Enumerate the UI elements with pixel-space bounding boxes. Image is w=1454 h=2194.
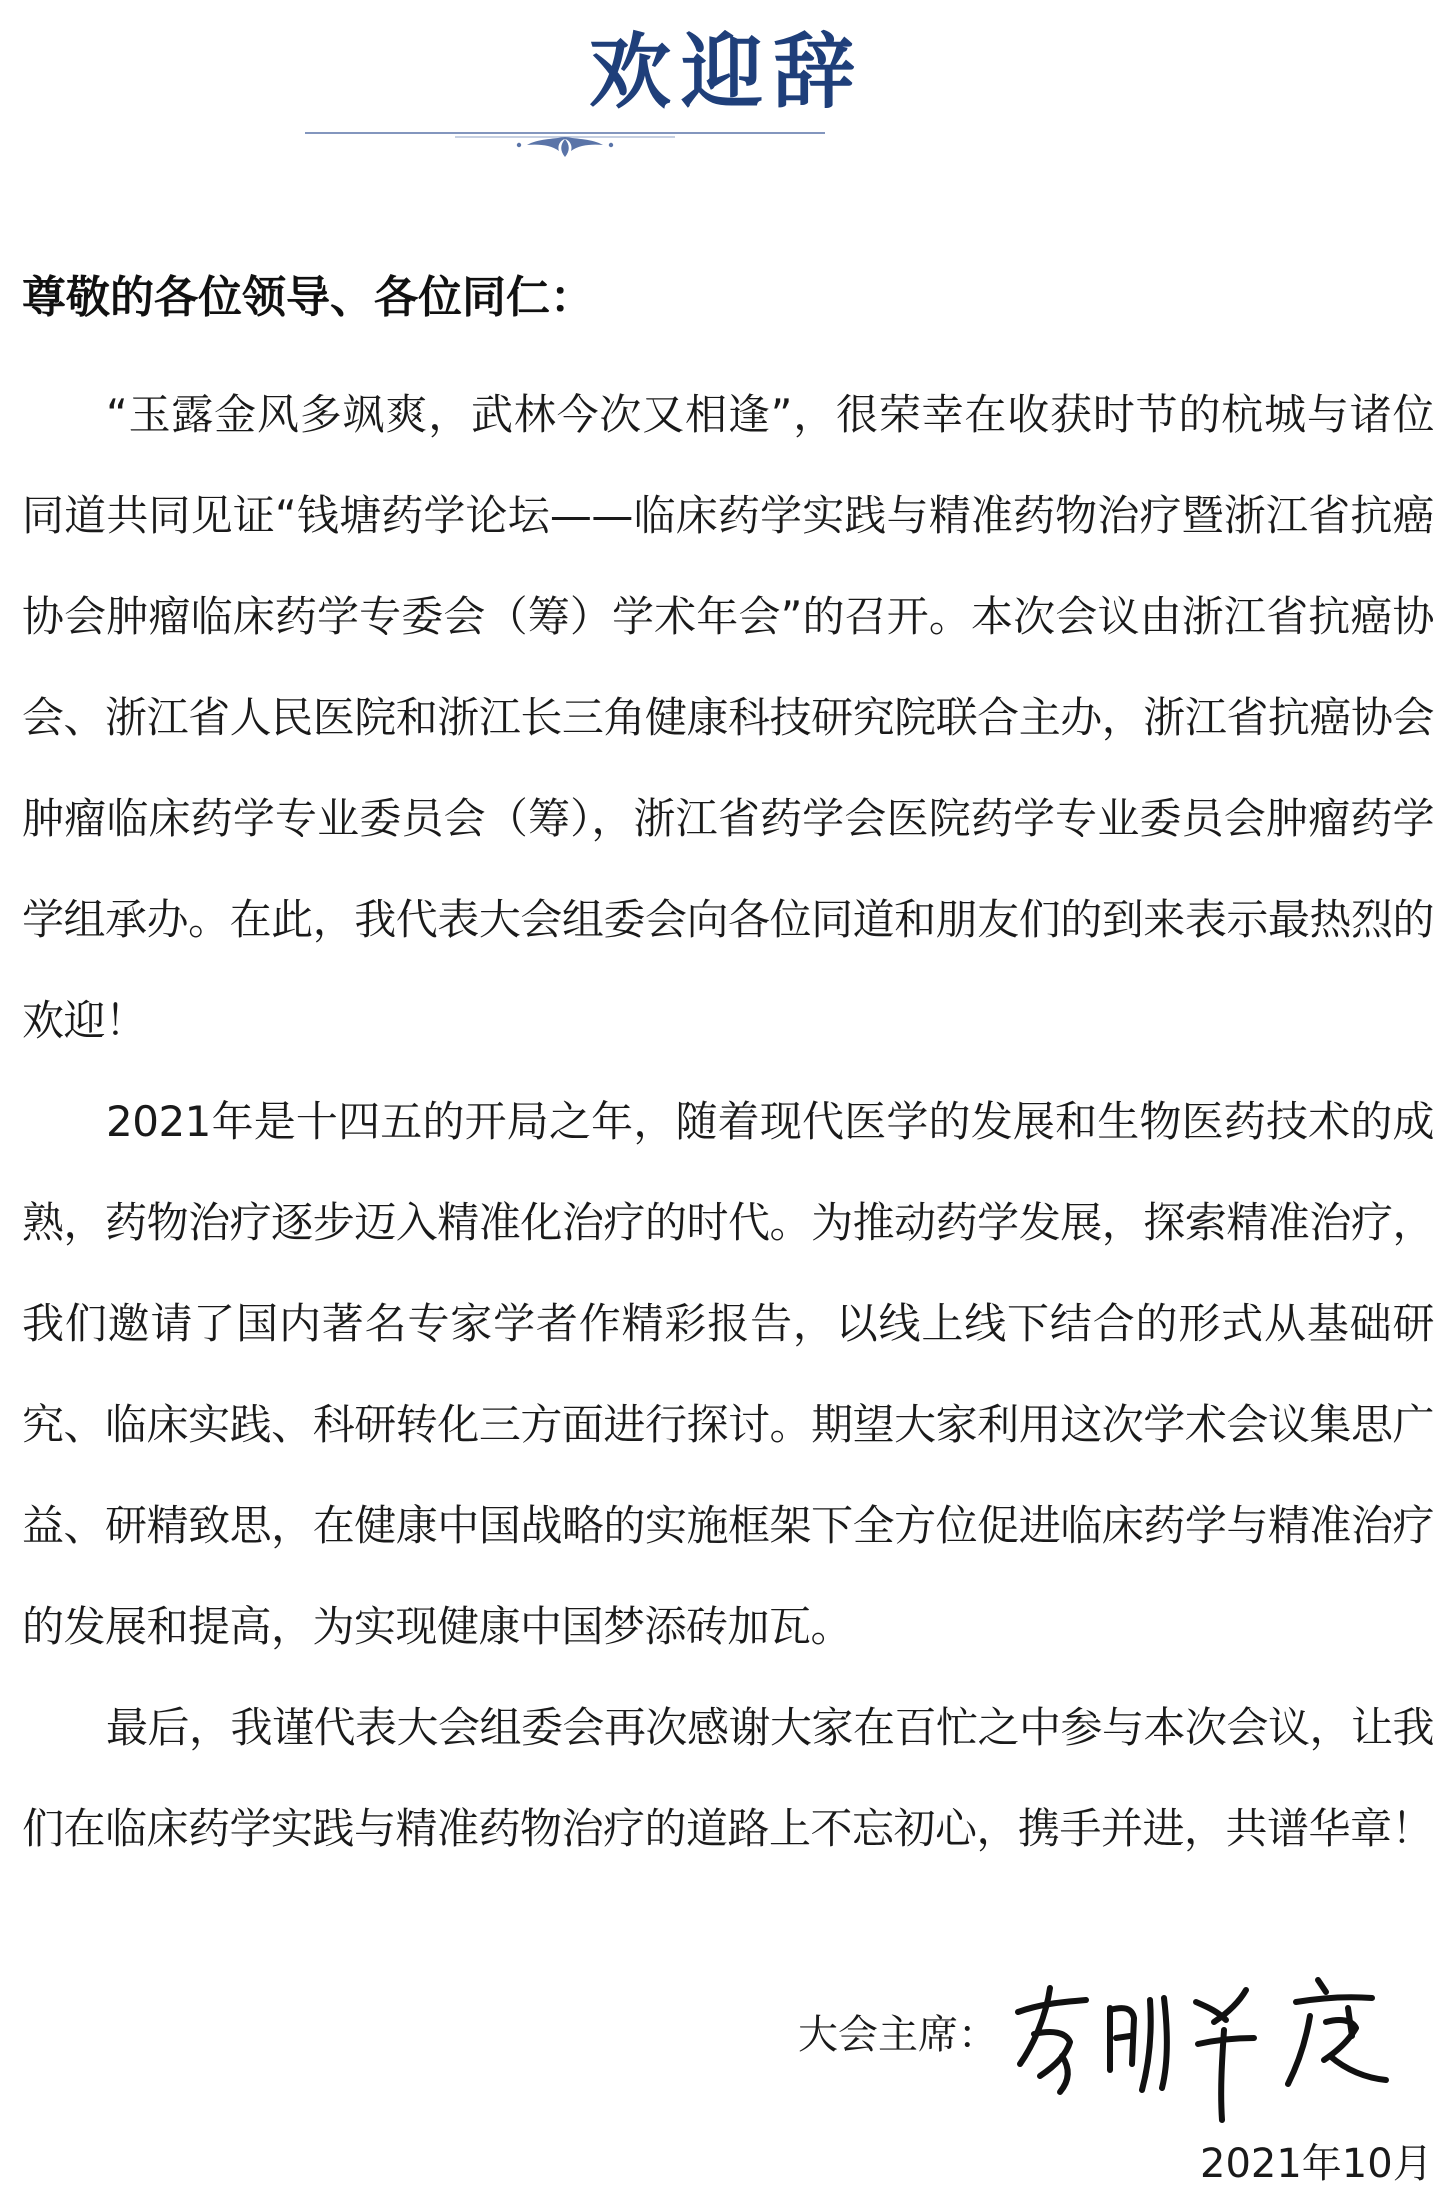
page-title: 欢迎辞 [588,24,865,120]
paragraph-closing: 最后，我谨代表大会组委会再次感谢大家在百忙之中参与本次会议，让我们在临床药学实践与精准药物治疗的道路上不忘初心，携手并进，共谱华章！ [22,1703,1435,1853]
salutation: 尊敬的各位领导、各位同仁： [22,272,594,323]
handwritten-signature [1000,1960,1420,2130]
letter-body [22,364,1434,1879]
chair-label: 大会主席： [798,2012,998,2058]
title-divider-ornament [305,125,825,161]
letter-date: 2021年10月 [1200,2141,1433,2187]
paragraph-purpose: 2021年是十四五的开局之年，随着现代医学的发展和生物医药技术的成熟，药物治疗逐步迈入精准化治疗的时代。为推动药学发展，探索精准治疗，我们邀请了国内著名专家学者作精彩报告，以线上线下结合的形式从基础研究、临床实践、科研转化三方面进行探讨。期望大家利用这次学术会议集思广益、研精致思，在健康中国战略的实施框架下全方位促进临床药学与精准治疗的发展和提高，为实现健康中国梦添砖加瓦。 [22,1097,1434,1651]
paragraph-welcome: “玉露金风多飒爽，武林今次又相逢”，很荣幸在收获时节的杭城与诸位同道共同见证“钱塘药学论坛——临床药学实践与精准药物治疗暨浙江省抗癌协会肿瘤临床药学专委会（筹）学术年会”的召开。本次会议由浙江省抗癌协会、浙江省人民医院和浙江长三角健康科技研究院联合主办，浙江省抗癌协会肿瘤临床药学专业委员会（筹），浙江省药学会医院药学专业委员会肿瘤药学学组承办。在此，我代表大会组委会向各位同道和朋友们的到来表示最热烈的欢迎！ [22,390,1434,1045]
